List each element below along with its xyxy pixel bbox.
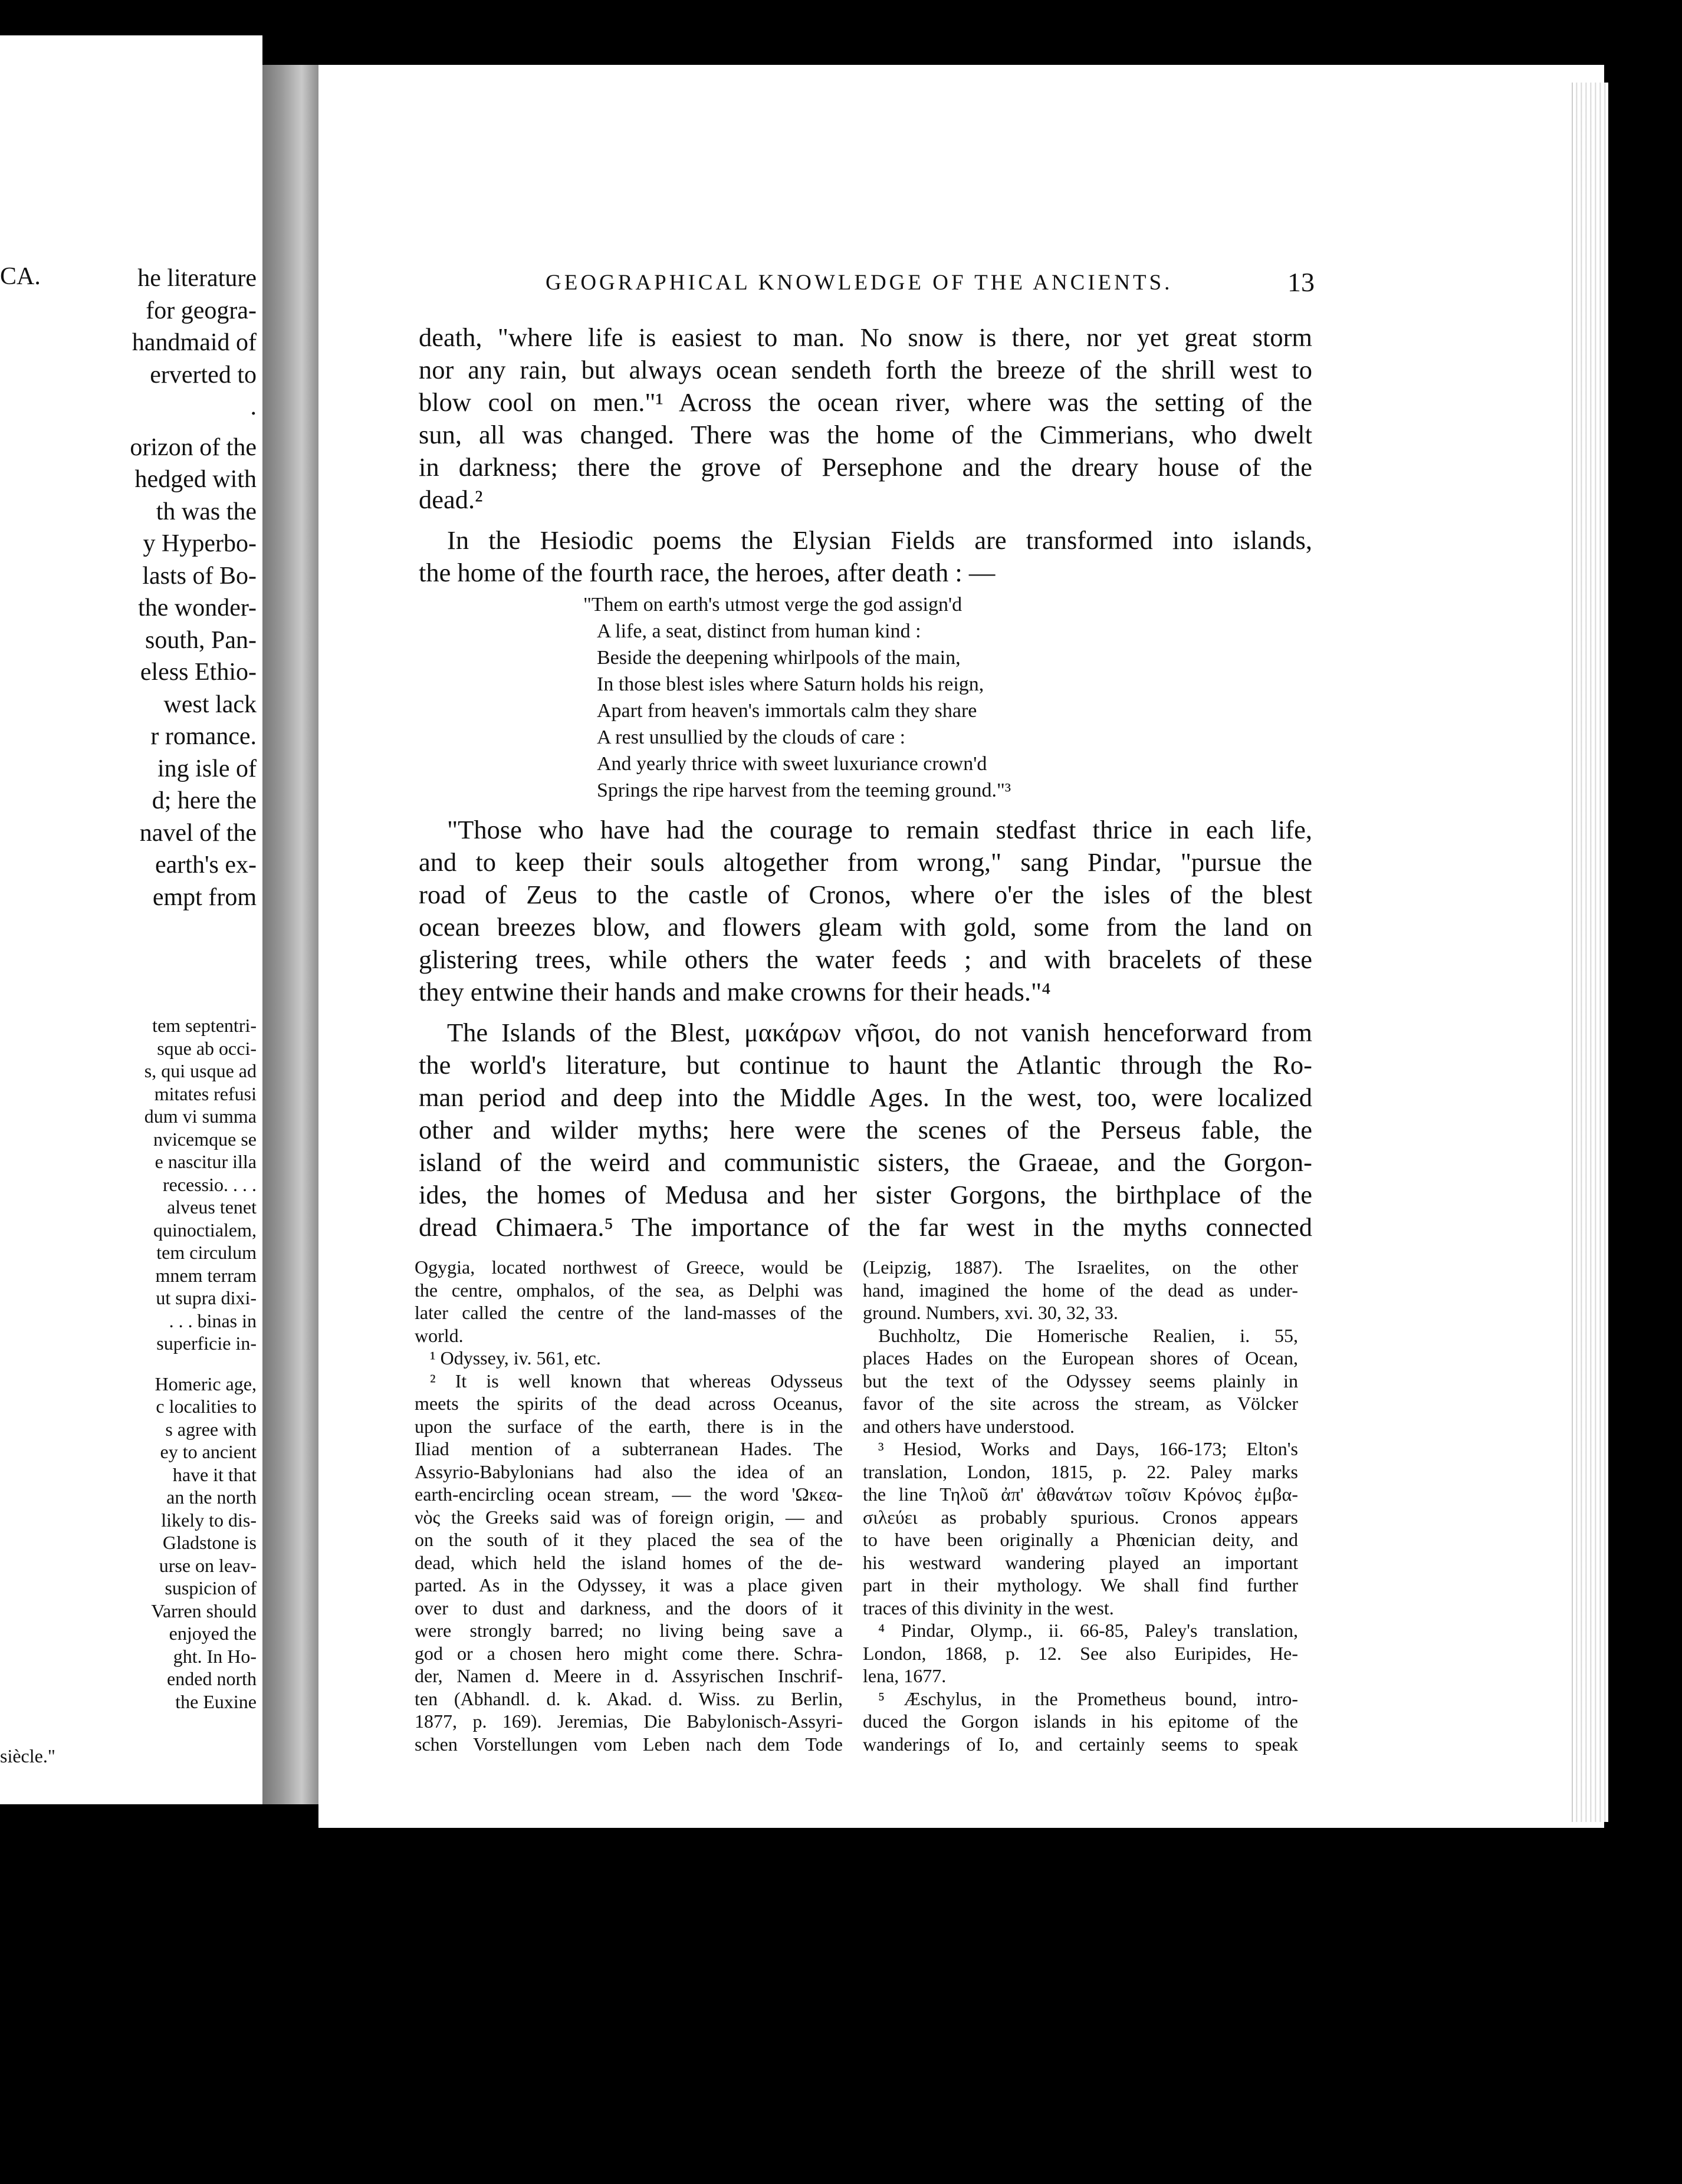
footnote-line: Ogygia, located northwest of Greece, would be xyxy=(415,1257,843,1278)
footnote-line: world. xyxy=(415,1324,464,1346)
footnote-line: parted. As in the Odyssey, it was a place given xyxy=(415,1574,843,1596)
left-page-note-line: urse on leav- xyxy=(159,1554,257,1576)
verse-line: "Them on earth's utmost verge the god assign'd xyxy=(583,594,962,616)
footnote-line: traces of this divinity in the west. xyxy=(863,1597,1114,1619)
footnote-line: Assyrio-Babylonians had also the idea of an xyxy=(415,1461,843,1482)
footnote-line: σιλεύει as probably spurious. Cronos appears xyxy=(863,1506,1298,1528)
footnote-line: over to dust and darkness, and the doors of it xyxy=(415,1597,843,1619)
left-page-line: lasts of Bo- xyxy=(142,562,257,590)
footnotes-right-column xyxy=(863,1256,1298,1755)
left-page-note-line: have it that xyxy=(172,1463,257,1485)
footnote-line: ground. Numbers, xvi. 30, 32, 33. xyxy=(863,1302,1118,1323)
footnote-line: meets the spirits of the dead across Oceanus, xyxy=(415,1393,843,1414)
left-page-line: d; here the xyxy=(152,787,257,814)
verse-line: Springs the ripe harvest from the teeming ground."³ xyxy=(597,779,1011,801)
body-line: nor any rain, but always ocean sendeth forth the breeze of the shrill west to xyxy=(419,355,1312,384)
footnote-line: London, 1868, p. 12. See also Euripides, He- xyxy=(863,1642,1298,1664)
left-page-line: y Hyperbo- xyxy=(143,530,257,557)
left-page-note-line: Varren should xyxy=(151,1600,257,1621)
left-page-note-line: an the north xyxy=(166,1486,257,1508)
left-page-line: for geogra- xyxy=(146,297,257,324)
left-page-line: earth's ex- xyxy=(155,851,257,879)
body-text-bottom xyxy=(419,814,1312,1244)
body-line: glistering trees, while others the water feeds ; and with bracelets of these xyxy=(419,945,1312,974)
left-page-line: south, Pan- xyxy=(145,626,257,654)
left-page-notes xyxy=(144,1014,257,1713)
left-page-line: handmaid of xyxy=(132,329,257,356)
body-line: other and wilder myths; here were the scenes of the Perseus fable, the xyxy=(419,1115,1312,1144)
footnote-line: the centre, omphalos, of the sea, as Delphi was xyxy=(415,1279,843,1301)
footnote-line: earth-encircling ocean stream, — the word 'Ωκεα- xyxy=(415,1484,843,1505)
left-page-header-fragment: CA. xyxy=(0,263,41,290)
left-page-note-line: tem circulum xyxy=(156,1242,257,1263)
left-page-text xyxy=(130,262,257,913)
left-page-note-line: ey to ancient xyxy=(160,1441,257,1462)
footnote-line: ³ Hesiod, Works and Days, 166-173; Elton's xyxy=(878,1438,1298,1459)
body-line: they entwine their hands and make crowns for their heads."⁴ xyxy=(419,977,1051,1007)
footnote-line: ¹ Odyssey, iv. 561, etc. xyxy=(430,1347,601,1369)
body-line: road of Zeus to the castle of Cronos, where o'er the isles of the blest xyxy=(419,880,1312,909)
footnote-line: hand, imagined the home of the dead as under- xyxy=(863,1279,1298,1301)
page-number: 13 xyxy=(1287,267,1315,297)
page-edges xyxy=(1572,83,1608,1822)
footnote-line: god or a chosen hero might come there. Schra- xyxy=(415,1642,843,1664)
footnote-line: νὸς the Greeks said was of foreign origin, — and xyxy=(415,1506,843,1528)
book-gutter xyxy=(262,65,318,1804)
left-page-note-line: c localities to xyxy=(156,1396,257,1417)
body-line: In the Hesiodic poems the Elysian Fields are transformed into islands, xyxy=(447,525,1312,555)
body-line: dread Chimaera.⁵ The importance of the far west in the myths connected xyxy=(419,1212,1312,1242)
left-page-note-line: enjoyed the xyxy=(169,1623,257,1644)
left-page-note-line: dum vi summa xyxy=(144,1106,257,1127)
body-line: ocean breezes blow, and flowers gleam with gold, some from the land on xyxy=(419,912,1312,942)
footnote-line: lena, 1677. xyxy=(863,1665,947,1686)
footnote-line: places Hades on the European shores of Ocean, xyxy=(863,1347,1298,1369)
left-page-note-line: Gladstone is xyxy=(162,1532,257,1553)
left-page-note-line: superficie in- xyxy=(156,1333,257,1354)
verse-line: A rest unsullied by the clouds of care : xyxy=(597,726,906,748)
verse-line: A life, a seat, distinct from human kind : xyxy=(597,620,921,642)
body-line: and to keep their souls altogether from wrong," sang Pindar, "pursue the xyxy=(419,847,1312,877)
left-page-note-line: the Euxine xyxy=(175,1690,257,1712)
footnote-line: translation, London, 1815, p. 22. Paley marks xyxy=(863,1461,1298,1482)
footnote-line: Iliad mention of a subterranean Hades. The xyxy=(415,1438,843,1459)
left-page-note-line: ght. In Ho- xyxy=(173,1645,257,1667)
left-page-line: r romance. xyxy=(150,723,257,750)
left-page-line: hedged with xyxy=(134,466,257,493)
left-page-note-line: s, qui usque ad xyxy=(144,1060,257,1081)
left-page-line: eless Ethio- xyxy=(140,659,257,686)
footnote-line: and others have understood. xyxy=(863,1415,1075,1437)
left-page-line: west lack xyxy=(163,690,257,718)
left-page-line: erverted to xyxy=(150,361,257,389)
footnote-line: 1877, p. 169). Jeremias, Die Babylonisch-Assyri- xyxy=(415,1711,843,1732)
footnote-line: duced the Gorgon islands in his epitome of the xyxy=(863,1711,1298,1732)
body-line: sun, all was changed. There was the home of the Cimmerians, who dwelt xyxy=(419,420,1312,449)
body-line: the home of the fourth race, the heroes, after death : — xyxy=(419,558,996,587)
footnote-line: the line Τηλοῦ ἀπ' ἀθανάτων τοῖσιν Κρόνος ἐμβα- xyxy=(863,1484,1298,1505)
left-page-note-line: suspicion of xyxy=(165,1577,257,1598)
left-page-note-line: likely to dis- xyxy=(161,1509,257,1531)
left-page-line: navel of the xyxy=(139,819,257,847)
body-line: the world's literature, but continue to haunt the Atlantic through the Ro- xyxy=(419,1050,1312,1080)
footnote-line: but the text of the Odyssey seems plainly in xyxy=(863,1370,1298,1392)
left-page-line: ing isle of xyxy=(157,755,257,782)
body-line: blow cool on men."¹ Across the ocean river, where was the setting of the xyxy=(419,387,1312,417)
body-line: man period and deep into the Middle Ages. In the west, too, were localized xyxy=(419,1083,1312,1112)
footnote-line: part in their mythology. We shall find further xyxy=(863,1574,1298,1596)
left-page-note-line: e nascitur illa xyxy=(155,1151,257,1172)
body-line: in darkness; there the grove of Persephone and the dreary house of the xyxy=(419,452,1312,482)
footnote-line: favor of the site across the stream, as Völcker xyxy=(863,1393,1298,1414)
left-page-note-line: ended north xyxy=(167,1668,257,1689)
footnote-line: his westward wandering played an important xyxy=(863,1551,1298,1573)
left-page-note-line: tem septentri- xyxy=(152,1015,257,1036)
left-page-note-line: nvicemque se xyxy=(153,1128,257,1150)
footnote-line: schen Vorstellungen vom Leben nach dem Tode xyxy=(415,1733,843,1755)
body-line: death, "where life is easiest to man. No snow is there, nor yet great storm xyxy=(419,323,1312,352)
verse-line: Beside the deepening whirlpools of the main, xyxy=(597,647,961,669)
left-page-note-line: mnem terram xyxy=(155,1264,257,1286)
footnote-line: dead, which held the island homes of the de- xyxy=(415,1551,843,1573)
left-page-line: orizon of the xyxy=(130,433,257,461)
left-facing-page xyxy=(0,35,262,1804)
left-page-note-line: Homeric age, xyxy=(155,1373,257,1394)
body-line: "Those who have had the courage to remain stedfast thrice in each life, xyxy=(447,815,1312,844)
footnote-line: der, Namen d. Meere in d. Assyrischen Inschrif- xyxy=(415,1665,843,1686)
footnotes-left-column xyxy=(415,1256,843,1755)
left-page-line: empt from xyxy=(152,883,257,911)
verse-line: Apart from heaven's immortals calm they share xyxy=(597,700,977,722)
left-page-note-line: alveus tenet xyxy=(167,1196,257,1218)
verse-line: In those blest isles where Saturn holds his reign, xyxy=(597,673,984,695)
verse-line: And yearly thrice with sweet luxuriance crown'd xyxy=(597,753,987,775)
footnote-line: Buchholtz, Die Homerische Realien, i. 55, xyxy=(878,1324,1298,1346)
footnote-line: ⁴ Pindar, Olymp., ii. 66-85, Paley's translation, xyxy=(878,1620,1298,1641)
footnote-line: later called the centre of the land-masses of the xyxy=(415,1302,843,1323)
body-line: ides, the homes of Medusa and her sister Gorgons, the birthplace of the xyxy=(419,1180,1312,1209)
left-page-note-line: quinoctialem, xyxy=(153,1219,257,1241)
body-text-top xyxy=(419,321,1312,589)
left-page-note-line: sque ab occi- xyxy=(157,1037,257,1059)
left-page-note-line: recessio. . . . xyxy=(162,1173,257,1195)
left-page-note-line: ut supra dixi- xyxy=(156,1287,257,1308)
left-page-footer-fragment: siècle." xyxy=(0,1745,55,1767)
footnote-line: on the south of it they placed the sea of the xyxy=(415,1529,843,1550)
left-page-line: the wonder- xyxy=(138,594,257,621)
footnote-line: wanderings of Io, and certainly seems to speak xyxy=(863,1733,1298,1755)
running-head: GEOGRAPHICAL KNOWLEDGE OF THE ANCIENTS. xyxy=(546,271,1173,295)
footnote-line: to have been originally a Phœnician deity, and xyxy=(863,1529,1298,1550)
footnote-line: ten (Abhandl. d. k. Akad. d. Wiss. zu Berlin, xyxy=(415,1688,843,1709)
body-line: The Islands of the Blest, μακάρων νῆσοι, do not vanish henceforward from xyxy=(447,1018,1312,1047)
left-page-line: . xyxy=(250,393,257,420)
body-line: island of the weird and communistic sisters, the Graeae, and the Gorgon- xyxy=(419,1147,1312,1177)
left-page-line: he literature xyxy=(137,265,257,292)
footnote-line: were strongly barred; no living being save a xyxy=(415,1620,843,1641)
verse-quotation xyxy=(583,591,1011,804)
footnote-line: ² It is well known that whereas Odysseus xyxy=(430,1370,843,1392)
footnote-line: upon the surface of the earth, there is in the xyxy=(415,1415,843,1437)
left-page-note-line: s agree with xyxy=(165,1418,257,1440)
footnote-line: (Leipzig, 1887). The Israelites, on the other xyxy=(863,1257,1298,1278)
body-line: dead.² xyxy=(419,485,483,514)
left-page-note-line: . . . binas in xyxy=(169,1310,257,1331)
left-page-line: th was the xyxy=(156,498,257,525)
footnote-line: ⁵ Æschylus, in the Prometheus bound, intro- xyxy=(878,1688,1298,1709)
left-page-note-line: mitates refusi xyxy=(154,1083,257,1104)
